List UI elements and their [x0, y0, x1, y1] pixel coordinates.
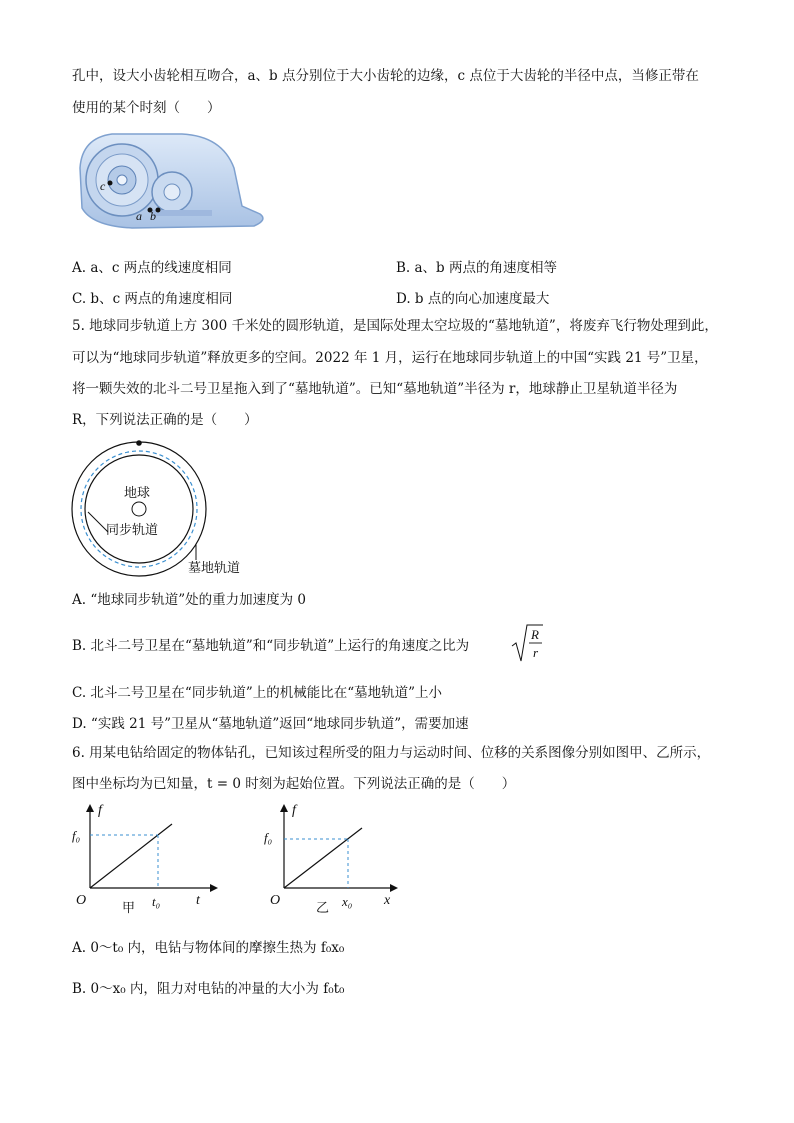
graph-yi-ylabel: f [292, 803, 296, 818]
q6-stem-line2: 图中坐标均为已知量，t = 0 时刻为起始位置。下列说法正确的是（ ） [72, 776, 516, 792]
graph-yi [262, 800, 402, 918]
point-b-label: b [150, 209, 156, 223]
q6-option-a: A. 0～t₀ 内，电钻与物体间的摩擦生热为 f₀x₀ [72, 940, 345, 956]
sync-orbit-label: 同步轨道 [106, 523, 159, 538]
earth-label: 地球 [124, 486, 151, 501]
q4-option-d: D. b 点的向心加速度最大 [396, 291, 550, 307]
q6-stem-line1: 6. 用某电钻给固定的物体钻孔，已知该过程所受的阻力与运动时间、位移的关系图像分别如图甲、乙所示， [72, 745, 711, 761]
graph-jia-xlabel: t [196, 893, 200, 908]
point-a-label: a [136, 209, 142, 223]
q4-stem-line1: 孔中，设大小齿轮相互吻合，a、b 点分别位于大小齿轮的边缘，c 点位于大齿轮的半径中点，当修正带在 [72, 68, 699, 84]
q4-option-a: A. a、c 两点的线速度相同 [72, 260, 232, 276]
q5-option-c: C. 北斗二号卫星在“同步轨道”上的机械能比在“墓地轨道”上小 [72, 685, 443, 701]
graph-yi-name: 乙 [316, 901, 330, 916]
graph-yi-f0: f₀ [264, 830, 273, 845]
graph-jia [68, 800, 218, 918]
graph-yi-origin: O [270, 893, 281, 908]
graph-yi-xlabel: x [384, 893, 391, 908]
graph-jia-ylabel: f [98, 803, 102, 818]
q5-stem-line3: 将一颗失效的北斗二号卫星拖入到了“墓地轨道”。已知“墓地轨道”半径为 r，地球静止卫星轨道半径为 [72, 381, 678, 397]
graph-jia-origin: O [76, 893, 87, 908]
q5-option-a: A. “地球同步轨道”处的重力加速度为 0 [72, 592, 307, 608]
q5-option-d: D. “实践 21 号”卫星从“墓地轨道”返回“地球同步轨道”，需要加速 [72, 716, 469, 732]
graph-yi-x0: x₀ [342, 894, 353, 909]
sqrt-r-ratio [510, 622, 544, 664]
q4-option-c: C. b、c 两点的角速度相同 [72, 291, 233, 307]
graph-jia-name: 甲 [122, 901, 136, 916]
q5-stem-line2: 可以为“地球同步轨道”释放更多的空间。2022 年 1 月，运行在地球同步轨道上的中国“实践 21 号”卫星， [72, 350, 708, 366]
graph-jia-t0: t₀ [152, 894, 161, 909]
sqrt-denominator: r [533, 645, 539, 660]
orbit-diagram [68, 440, 258, 578]
graph-jia-f0: f₀ [72, 828, 81, 843]
q5-option-b: B. 北斗二号卫星在“墓地轨道”和“同步轨道”上运行的角速度之比为 [72, 638, 470, 654]
point-c-label: c [100, 179, 106, 193]
q5-stem-line4: R，下列说法正确的是（ ） [72, 412, 258, 428]
correction-tape-figure [72, 128, 270, 238]
grave-orbit-label: 墓地轨道 [188, 561, 241, 576]
sqrt-numerator: R [531, 627, 539, 642]
q4-stem-line2: 使用的某个时刻（ ） [72, 100, 221, 116]
q6-option-b: B. 0～x₀ 内，阻力对电钻的冲量的大小为 f₀t₀ [72, 981, 345, 997]
q5-stem-line1: 5. 地球同步轨道上方 300 千米处的圆形轨道，是国际处理太空垃圾的“墓地轨道”，将废弃飞行物处理到此， [72, 318, 718, 334]
q4-option-b: B. a、b 两点的角速度相等 [396, 260, 557, 276]
